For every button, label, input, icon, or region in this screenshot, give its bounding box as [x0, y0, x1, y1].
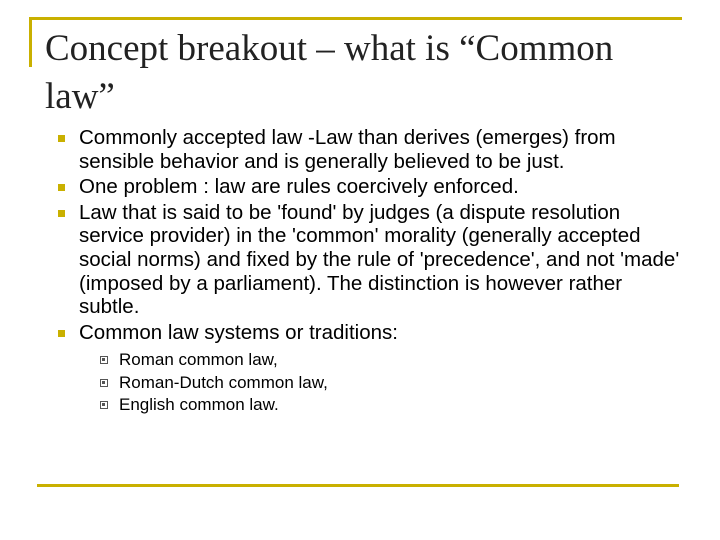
bullet-text: One problem : law are rules coercively enforced. [79, 175, 519, 199]
square-bullet-icon [58, 210, 65, 217]
left-accent-rule [29, 17, 32, 67]
sub-bullet-text: Roman common law, [119, 350, 278, 370]
hollow-square-bullet-icon [100, 379, 108, 387]
bullet-text: Common law systems or traditions: [79, 320, 398, 344]
bullet-item [58, 201, 688, 319]
bullet-text: Law that is said to be 'found' by judges (a dispute resolution service provider) in the 'common' morality (generally accepted social norms) and fixed by the rule of 'precedence', and not 'made' (imposed by a parliament). The distinction is however rather subtle. [79, 200, 680, 319]
square-bullet-icon [58, 184, 65, 191]
square-bullet-icon [58, 135, 65, 142]
sub-bullet-item [100, 394, 688, 417]
square-bullet-icon [58, 330, 65, 337]
sub-bullet-text: Roman-Dutch common law, [119, 372, 328, 392]
sub-bullet-item [100, 349, 688, 372]
bullet-item [58, 175, 688, 199]
bullet-list [58, 126, 688, 419]
bullet-text: Commonly accepted law -Law than derives (emerges) from sensible behavior and is generally believed to be just. [79, 126, 616, 173]
sub-bullet-list [79, 349, 688, 417]
bullet-item [58, 321, 688, 417]
sub-bullet-item [100, 372, 688, 395]
bottom-accent-rule [37, 484, 679, 487]
slide-title: Concept breakout – what is “Common law” [45, 28, 614, 117]
hollow-square-bullet-icon [100, 356, 108, 364]
hollow-square-bullet-icon [100, 401, 108, 409]
sub-bullet-text: English common law. [119, 395, 279, 415]
top-accent-rule [29, 17, 682, 20]
bullet-item [58, 126, 688, 173]
